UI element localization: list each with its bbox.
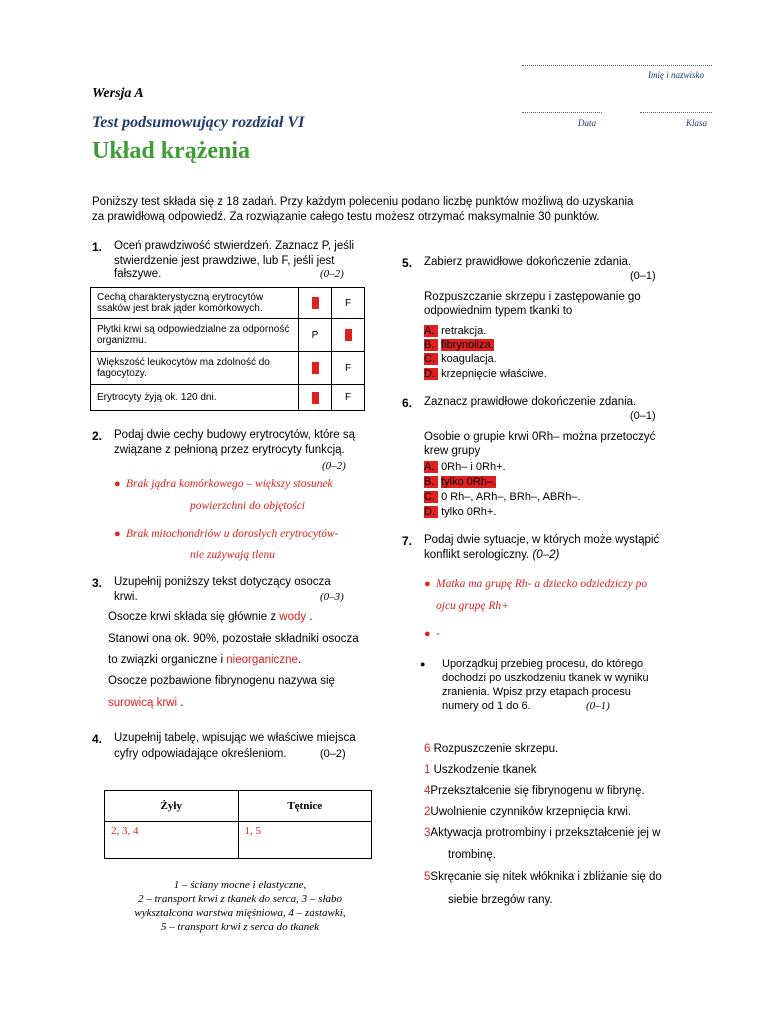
q1-p-cell[interactable] <box>299 352 332 385</box>
option-letter: A. <box>424 461 438 473</box>
table-row <box>105 822 372 859</box>
q5-option-d[interactable] <box>424 368 547 380</box>
table-row <box>105 791 372 822</box>
option-text: 0 Rh–, ARh–, BRh–, ABRh–. <box>441 491 581 503</box>
q6-option-b[interactable] <box>424 476 496 488</box>
option-letter: C. <box>424 491 438 503</box>
q3-answer-2[interactable]: nieorganiczne <box>226 654 298 666</box>
q1-points: (0–2) <box>320 268 344 280</box>
q7-text-2-main: konflikt serologiczny. <box>424 549 530 561</box>
q3-sentence-5 <box>108 697 183 709</box>
arteries-answer-cell[interactable]: 1, 5 <box>238 822 372 859</box>
step-number: 4 <box>424 785 431 797</box>
q5-option-c[interactable] <box>424 353 497 365</box>
q3-points: (0–3) <box>320 591 344 603</box>
bullet-icon: ● <box>420 659 426 669</box>
q6-option-d[interactable] <box>424 506 496 518</box>
q1-f-cell[interactable]: F <box>332 288 365 319</box>
answer-mark: P <box>311 391 319 403</box>
q3-sentence-2: Stanowi ona ok. 90%, pozostałe składniki osocza <box>108 633 359 645</box>
q2-answer-1b[interactable]: powierzchni do objętości <box>190 500 305 512</box>
q2-number: 2. <box>92 429 103 443</box>
q3-sentence-4: Osocze pozbawione fibrynogenu nazywa się <box>108 675 335 687</box>
q8-step[interactable] <box>424 785 645 797</box>
col-header-veins: Żyły <box>105 791 239 822</box>
test-title: Test podsumowujący rozdział VI <box>92 114 305 131</box>
step-text: Aktywacja protrombiny i przekształcenie jej w <box>430 827 661 839</box>
q3-s5-end: . <box>177 697 184 709</box>
q4-legend-2: 2 – transport krwi z tkanek do serca, 3 – słabo <box>138 893 342 905</box>
table-row <box>91 352 365 385</box>
veins-answer-cell[interactable]: 2, 3, 4 <box>105 822 239 859</box>
q3-text-1: Uzupełnij poniższy tekst dotyczący osocza <box>114 576 331 588</box>
q4-legend-1: 1 – ściany mocne i elastyczne, <box>173 879 307 891</box>
q8-text-2: dochodzi po uszkodzeniu tkanek w wyniku <box>442 672 649 684</box>
option-letter: D. <box>424 506 438 518</box>
option-letter: D. <box>424 368 438 380</box>
q5-points: (0–1) <box>630 270 656 282</box>
step-text: Rozpuszczenie skrzepu. <box>433 743 559 755</box>
q8-text-3: zranienia. Wpisz przy etapach procesu <box>442 686 631 698</box>
q8-points: (0–1) <box>586 700 610 712</box>
q1-f-cell[interactable] <box>332 319 365 352</box>
option-letter: B. <box>424 339 438 351</box>
q7-points: (0–2) <box>532 549 560 561</box>
q2-answer-2a[interactable]: Brak mitochondriów u dorosłych erytrocytów- <box>126 528 339 540</box>
q5-option-a[interactable] <box>424 325 486 337</box>
q4-text-2: cyfry odpowiadające określeniom. <box>114 748 287 760</box>
q2-answer-1a[interactable]: Brak jądra komórkowego – większy stosunek <box>126 478 333 490</box>
q3-number: 3. <box>92 576 103 590</box>
q8-step-cont: trombinę. <box>448 849 496 861</box>
q6-option-c[interactable] <box>424 491 580 503</box>
option-text: fibrynoliza. <box>441 339 494 351</box>
option-text: tylko 0Rh+. <box>441 506 497 518</box>
q4-legend-4: 5 – transport krwi z serca do tkanek <box>160 921 320 933</box>
class-line[interactable] <box>640 112 712 113</box>
q1-number: 1. <box>92 240 103 254</box>
q2-text-1: Podaj dwie cechy budowy erytrocytów, które są <box>114 429 355 441</box>
q4-points: (0–2) <box>320 748 346 760</box>
q1-statement: Większość leukocytów ma zdolność do fagocytozy. <box>91 352 299 385</box>
q3-text-2: krwi. <box>114 591 138 603</box>
q1-p-cell[interactable]: P <box>299 319 332 352</box>
q1-statement: Płytki krwi są odpowiedzialne za odporność organizmu. <box>91 319 299 352</box>
q2-answer-2b[interactable]: nie zużywają tlenu <box>190 549 275 561</box>
bullet-icon: ● <box>424 628 431 640</box>
date-line[interactable] <box>522 112 602 113</box>
name-line[interactable] <box>522 65 712 66</box>
option-letter: B. <box>424 476 438 488</box>
q7-answer-2[interactable]: - <box>436 628 440 640</box>
col-header-arteries: Tętnice <box>238 791 372 822</box>
q3-sentence-3 <box>108 654 301 666</box>
q1-f-cell[interactable]: F <box>332 352 365 385</box>
class-label: Klasa <box>686 118 708 128</box>
intro-text-1: Poniższy test składa się z 18 zadań. Przy każdym poleceniu podano liczbę punktów możliwą do uzyskania <box>92 196 634 208</box>
q3-s3-end: . <box>297 654 302 666</box>
q1-p-cell[interactable] <box>299 385 332 411</box>
q8-step[interactable] <box>424 764 537 776</box>
intro-text-2: za prawidłową odpowiedź. Za rozwiązanie całego testu możesz otrzymać maksymalnie 30 punktów. <box>92 211 600 223</box>
version-label: Wersja A <box>92 86 144 101</box>
q5-stem-1: Rozpuszczanie skrzepu i zastępowanie go <box>424 291 641 303</box>
table-row <box>91 319 365 352</box>
q3-s1-end: . <box>306 611 313 623</box>
q8-step[interactable] <box>424 743 558 755</box>
q8-step[interactable] <box>424 827 661 839</box>
option-text: tylko 0Rh–. <box>441 476 497 488</box>
q1-p-cell[interactable] <box>299 288 332 319</box>
q8-step[interactable] <box>424 806 631 818</box>
answer-mark: P <box>311 362 319 373</box>
q1-statement: Cechą charakterystyczną erytrocytów ssaków jest brak jąder komórkowych. <box>91 288 299 319</box>
step-text: Przekształcenie się fibrynogenu w fibrynę. <box>430 785 645 797</box>
q4-legend-3: wykształcona warstwa mięśniowa, 4 – zastawki, <box>134 907 346 919</box>
page-title: Układ krążenia <box>92 138 251 164</box>
option-letter: C. <box>424 353 438 365</box>
table-row <box>91 385 365 411</box>
q1-text-2: stwierdzenie jest prawdziwe, lub F, jeśli jest <box>114 255 335 267</box>
q1-table <box>90 287 365 411</box>
q1-statement: Erytrocyty żyją ok. 120 dni. <box>91 385 299 411</box>
q4-table <box>104 790 372 859</box>
q4-number: 4. <box>92 732 103 746</box>
step-number: 3 <box>424 827 431 839</box>
answer-mark: F <box>344 329 352 340</box>
name-label: Imię i nazwisko <box>648 70 704 80</box>
step-number: 5 <box>424 871 431 883</box>
q8-step[interactable] <box>424 871 662 883</box>
q4-text-1: Uzupełnij tabelę, wpisując we właściwe miejsca <box>114 732 356 744</box>
q2-text-2: związane z pełnioną przez erytrocyty funkcją. <box>114 444 345 456</box>
option-letter: A. <box>424 325 438 337</box>
bullet-icon: ● <box>114 478 121 490</box>
q7-answer-1a[interactable]: Matka ma grupę Rh- a dziecko odziedziczy po <box>436 578 648 590</box>
option-text: koagulacja. <box>441 353 497 365</box>
q5-stem-2: odpowiednim typem tkanki to <box>424 305 573 317</box>
q1-text-1: Oceń prawdziwość stwierdzeń. Zaznacz P, jeśli <box>114 240 355 252</box>
step-number: 1 <box>424 764 431 776</box>
step-number: 2 <box>424 806 431 818</box>
q3-answer-1[interactable]: wody <box>279 611 307 623</box>
q1-text-3: fałszywe. <box>114 268 162 280</box>
step-text: Uwolnienie czynników krzepnięcia krwi. <box>430 806 632 818</box>
q3-sentence-1 <box>108 611 313 623</box>
bullet-icon: ● <box>114 528 121 540</box>
q7-answer-1b[interactable]: ojcu grupę Rh+ <box>436 600 509 612</box>
q6-number: 6. <box>402 396 413 410</box>
q7-number: 7. <box>402 534 413 548</box>
q1-f-cell[interactable]: F <box>332 385 365 411</box>
q6-option-a[interactable] <box>424 461 506 473</box>
q3-s1-text: Osocze krwi składa się głównie z <box>108 611 277 623</box>
q8-text-1: Uporządkuj przebieg procesu, do którego <box>442 658 644 670</box>
option-text: retrakcja. <box>441 325 487 337</box>
option-text: 0Rh– i 0Rh+. <box>441 461 506 473</box>
q7-text-1: Podaj dwie sytuacje, w których może wystąpić <box>424 534 660 546</box>
q6-stem-2: krew grupy <box>424 445 481 457</box>
answer-mark: P <box>311 297 319 308</box>
q6-points: (0–1) <box>630 410 656 422</box>
q6-stem-1: Osobie o grupie krwi 0Rh– można przetoczyć <box>424 431 656 443</box>
q8-text-4: numery od 1 do 6. <box>442 700 531 712</box>
step-text: Skręcanie się nitek włóknika i zbliżanie się do <box>430 871 662 883</box>
step-number: 6 <box>424 743 431 755</box>
date-label: Data <box>578 118 596 128</box>
q5-number: 5. <box>402 256 413 270</box>
step-text: Uszkodzenie tkanek <box>433 764 537 776</box>
bullet-icon: ● <box>424 578 431 590</box>
table-row <box>91 288 365 319</box>
q3-s3-text: to związki organiczne i <box>108 654 224 666</box>
q8-step-cont: siebie brzegów rany. <box>448 894 553 906</box>
option-text: krzepnięcie właściwe. <box>441 368 547 380</box>
q5-text-1: Zabierz prawidłowe dokończenie zdania. <box>424 256 632 268</box>
q3-answer-3[interactable]: surowicą krwi <box>108 697 178 709</box>
q6-text-1: Zaznacz prawidłowe dokończenie zdania. <box>424 396 637 408</box>
q2-points: (0–2) <box>322 460 346 472</box>
q7-text-2 <box>424 549 559 561</box>
q5-option-b[interactable] <box>424 339 494 351</box>
